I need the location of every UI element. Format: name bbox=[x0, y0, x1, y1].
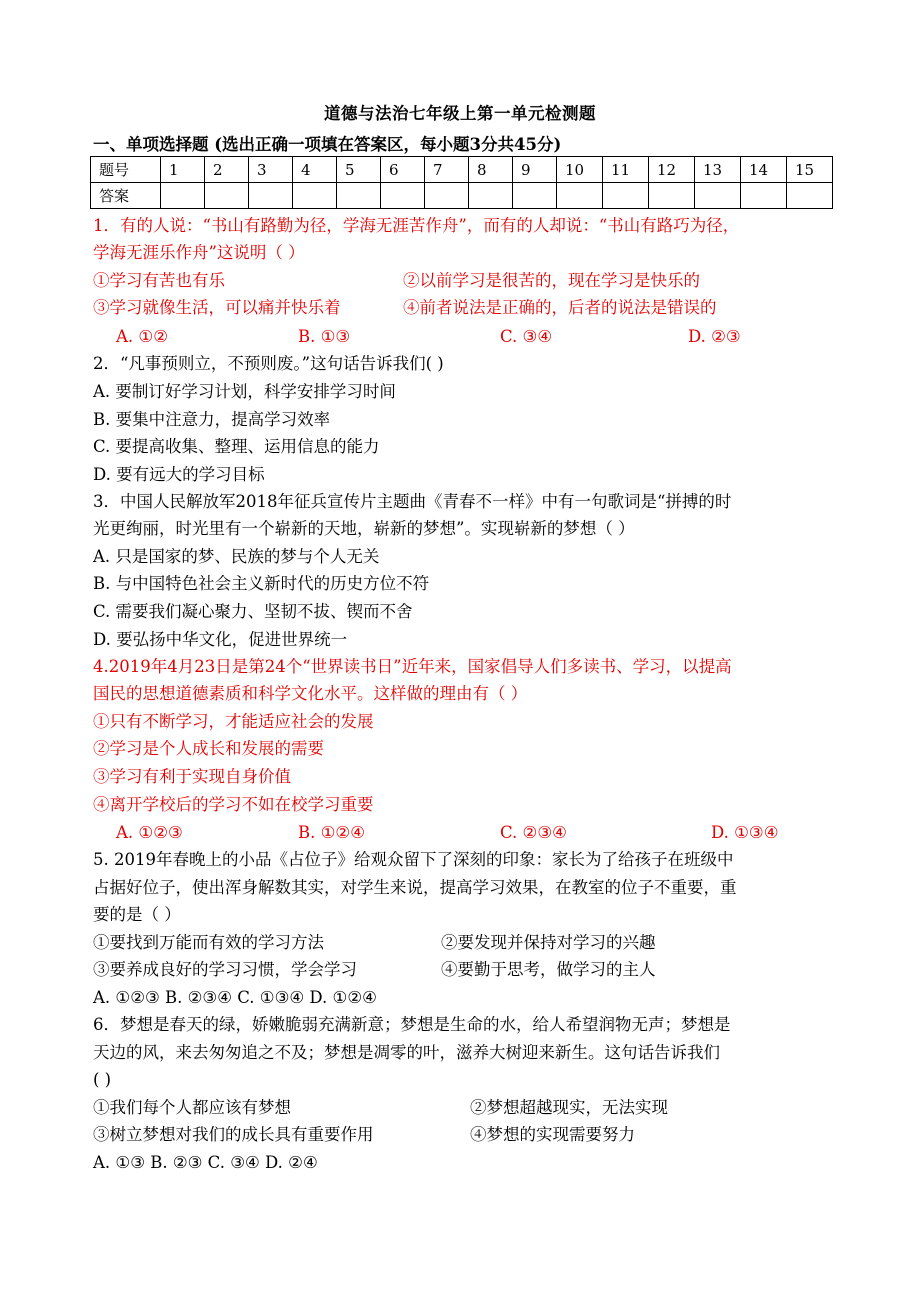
q2-choice-c: C. 要提高收集、整理、运用信息的能力 bbox=[93, 437, 380, 456]
answer-cell[interactable] bbox=[161, 183, 205, 209]
q5-stem: 5. 2019年春晚上的小品《占位子》给观众留下了深刻的印象：家长为了给孩子在班级中 bbox=[93, 850, 734, 869]
q4-choice-d: D. ①③④ bbox=[711, 823, 779, 842]
answer-cell[interactable] bbox=[741, 183, 787, 209]
question-number-cell: 7 bbox=[425, 157, 469, 183]
q3-choice-b: B. 与中国特色社会主义新时代的历史方位不符 bbox=[93, 574, 430, 593]
q4-option: ②学习是个人成长和发展的需要 bbox=[93, 739, 324, 758]
q3-stem: 3．中国人民解放军2018年征兵宣传片主题曲《青春不一样》中有一句歌词是“拼搏的时 bbox=[93, 492, 732, 511]
q5-stem: 要的是（ ） bbox=[93, 905, 181, 924]
question-number-cell: 3 bbox=[249, 157, 293, 183]
q6-choices: A. ①③ B. ②③ C. ③④ D. ②④ bbox=[93, 1153, 318, 1172]
answer-cell[interactable] bbox=[337, 183, 381, 209]
question-number-cell: 9 bbox=[513, 157, 557, 183]
table-row bbox=[91, 157, 833, 183]
question-number-cell: 6 bbox=[381, 157, 425, 183]
answer-cell[interactable] bbox=[603, 183, 649, 209]
q1-stem: 学海无涯乐作舟”这说明（ ） bbox=[93, 243, 305, 262]
question-number-cell: 2 bbox=[205, 157, 249, 183]
q5-choices: A. ①②③ B. ②③④ C. ①③④ D. ①②④ bbox=[93, 988, 377, 1007]
q6-option: ④梦想的实现需要努力 bbox=[470, 1125, 635, 1144]
question-number-cell: 13 bbox=[695, 157, 741, 183]
q4-stem: 4.2019年4月23日是第24个“世界读书日”近年来，国家倡导人们多读书、学习，以提高 bbox=[93, 657, 732, 676]
q1-stem: 1．有的人说：“书山有路勤为径，学海无涯苦作舟”，而有的人却说：“书山有路巧为径， bbox=[93, 216, 740, 235]
q2-stem: 2．“凡事预则立，不预则废。”这句话告诉我们( ) bbox=[93, 354, 444, 373]
question-number-cell: 5 bbox=[337, 157, 381, 183]
section-heading: 一、单项选择题 (选出正确一项填在答案区，每小题3分共45分) bbox=[93, 135, 562, 154]
q6-stem: 6．梦想是春天的绿，娇嫩脆弱充满新意；梦想是生命的水，给人希望润物无声；梦想是 bbox=[93, 1015, 731, 1034]
q1-option: ②以前学习是很苦的，现在学习是快乐的 bbox=[403, 271, 700, 290]
q5-stem: 占据好位子，使出浑身解数其实，对学生来说，提高学习效果，在教室的位子不重要，重 bbox=[93, 878, 737, 897]
answer-cell[interactable] bbox=[469, 183, 513, 209]
q4-option: ①只有不断学习，才能适应社会的发展 bbox=[93, 712, 374, 731]
q2-choice-b: B. 要集中注意力，提高学习效率 bbox=[93, 410, 331, 429]
q3-choice-a: A. 只是国家的梦、民族的梦与个人无关 bbox=[93, 547, 380, 566]
q1-choice-c: C. ③④ bbox=[500, 327, 553, 346]
question-number-cell: 11 bbox=[603, 157, 649, 183]
q5-option: ③要养成良好的学习习惯，学会学习 bbox=[93, 960, 357, 979]
question-number-cell: 15 bbox=[787, 157, 833, 183]
q5-option: ④要勤于思考，做学习的主人 bbox=[441, 960, 656, 979]
question-number-cell: 1 bbox=[161, 157, 205, 183]
answer-cell[interactable] bbox=[205, 183, 249, 209]
answer-cell[interactable] bbox=[425, 183, 469, 209]
q4-option: ④离开学校后的学习不如在校学习重要 bbox=[93, 795, 374, 814]
q1-option: ③学习就像生活，可以痛并快乐着 bbox=[93, 298, 341, 317]
q3-choice-c: C. 需要我们凝心聚力、坚韧不拔、锲而不舍 bbox=[93, 602, 413, 621]
q3-choice-d: D. 要弘扬中华文化，促进世界统一 bbox=[93, 630, 348, 649]
q1-choice-a: A. ①② bbox=[116, 327, 168, 346]
row-label-number: 题号 bbox=[91, 157, 161, 183]
question-number-cell: 12 bbox=[649, 157, 695, 183]
page-title: 道德与法治七年级上第一单元检测题 bbox=[324, 104, 596, 123]
answer-cell[interactable] bbox=[249, 183, 293, 209]
q2-choice-d: D. 要有远大的学习目标 bbox=[93, 465, 265, 484]
answer-cell[interactable] bbox=[695, 183, 741, 209]
q4-stem: 国民的思想道德素质和科学文化水平。这样做的理由有（ ） bbox=[93, 684, 528, 703]
q1-option: ①学习有苦也有乐 bbox=[93, 271, 225, 290]
q6-option: ③树立梦想对我们的成长具有重要作用 bbox=[93, 1125, 374, 1144]
q4-choice-a: A. ①②③ bbox=[116, 823, 183, 842]
q6-stem: 天边的风，来去匆匆追之不及；梦想是凋零的叶，滋养大树迎来新生。这句话告诉我们 bbox=[93, 1043, 720, 1062]
answer-cell[interactable] bbox=[381, 183, 425, 209]
q4-choice-c: C. ②③④ bbox=[500, 823, 567, 842]
answer-cell[interactable] bbox=[787, 183, 833, 209]
table-row bbox=[91, 183, 833, 209]
answer-cell[interactable] bbox=[649, 183, 695, 209]
q5-option: ①要找到万能而有效的学习方法 bbox=[93, 933, 324, 952]
q1-choice-d: D. ②③ bbox=[688, 327, 741, 346]
answer-cell[interactable] bbox=[513, 183, 557, 209]
q6-option: ②梦想超越现实，无法实现 bbox=[470, 1098, 668, 1117]
q3-stem: 光更绚丽，时光里有一个崭新的天地，崭新的梦想”。实现崭新的梦想（ ） bbox=[93, 519, 635, 538]
question-number-cell: 4 bbox=[293, 157, 337, 183]
answer-cell[interactable] bbox=[557, 183, 603, 209]
question-number-cell: 14 bbox=[741, 157, 787, 183]
q1-choice-b: B. ①③ bbox=[298, 327, 351, 346]
q6-option: ①我们每个人都应该有梦想 bbox=[93, 1098, 291, 1117]
q2-choice-a: A. 要制订好学习计划，科学安排学习时间 bbox=[93, 382, 396, 401]
question-number-cell: 10 bbox=[557, 157, 603, 183]
q6-stem: ( ) bbox=[93, 1070, 112, 1089]
row-label-answer: 答案 bbox=[91, 183, 161, 209]
answer-table bbox=[90, 156, 833, 209]
q4-choice-b: B. ①②④ bbox=[298, 823, 365, 842]
answer-cell[interactable] bbox=[293, 183, 337, 209]
q4-option: ③学习有利于实现自身价值 bbox=[93, 767, 291, 786]
q5-option: ②要发现并保持对学习的兴趣 bbox=[441, 933, 656, 952]
q1-option: ④前者说法是正确的，后者的说法是错误的 bbox=[403, 298, 717, 317]
question-number-cell: 8 bbox=[469, 157, 513, 183]
